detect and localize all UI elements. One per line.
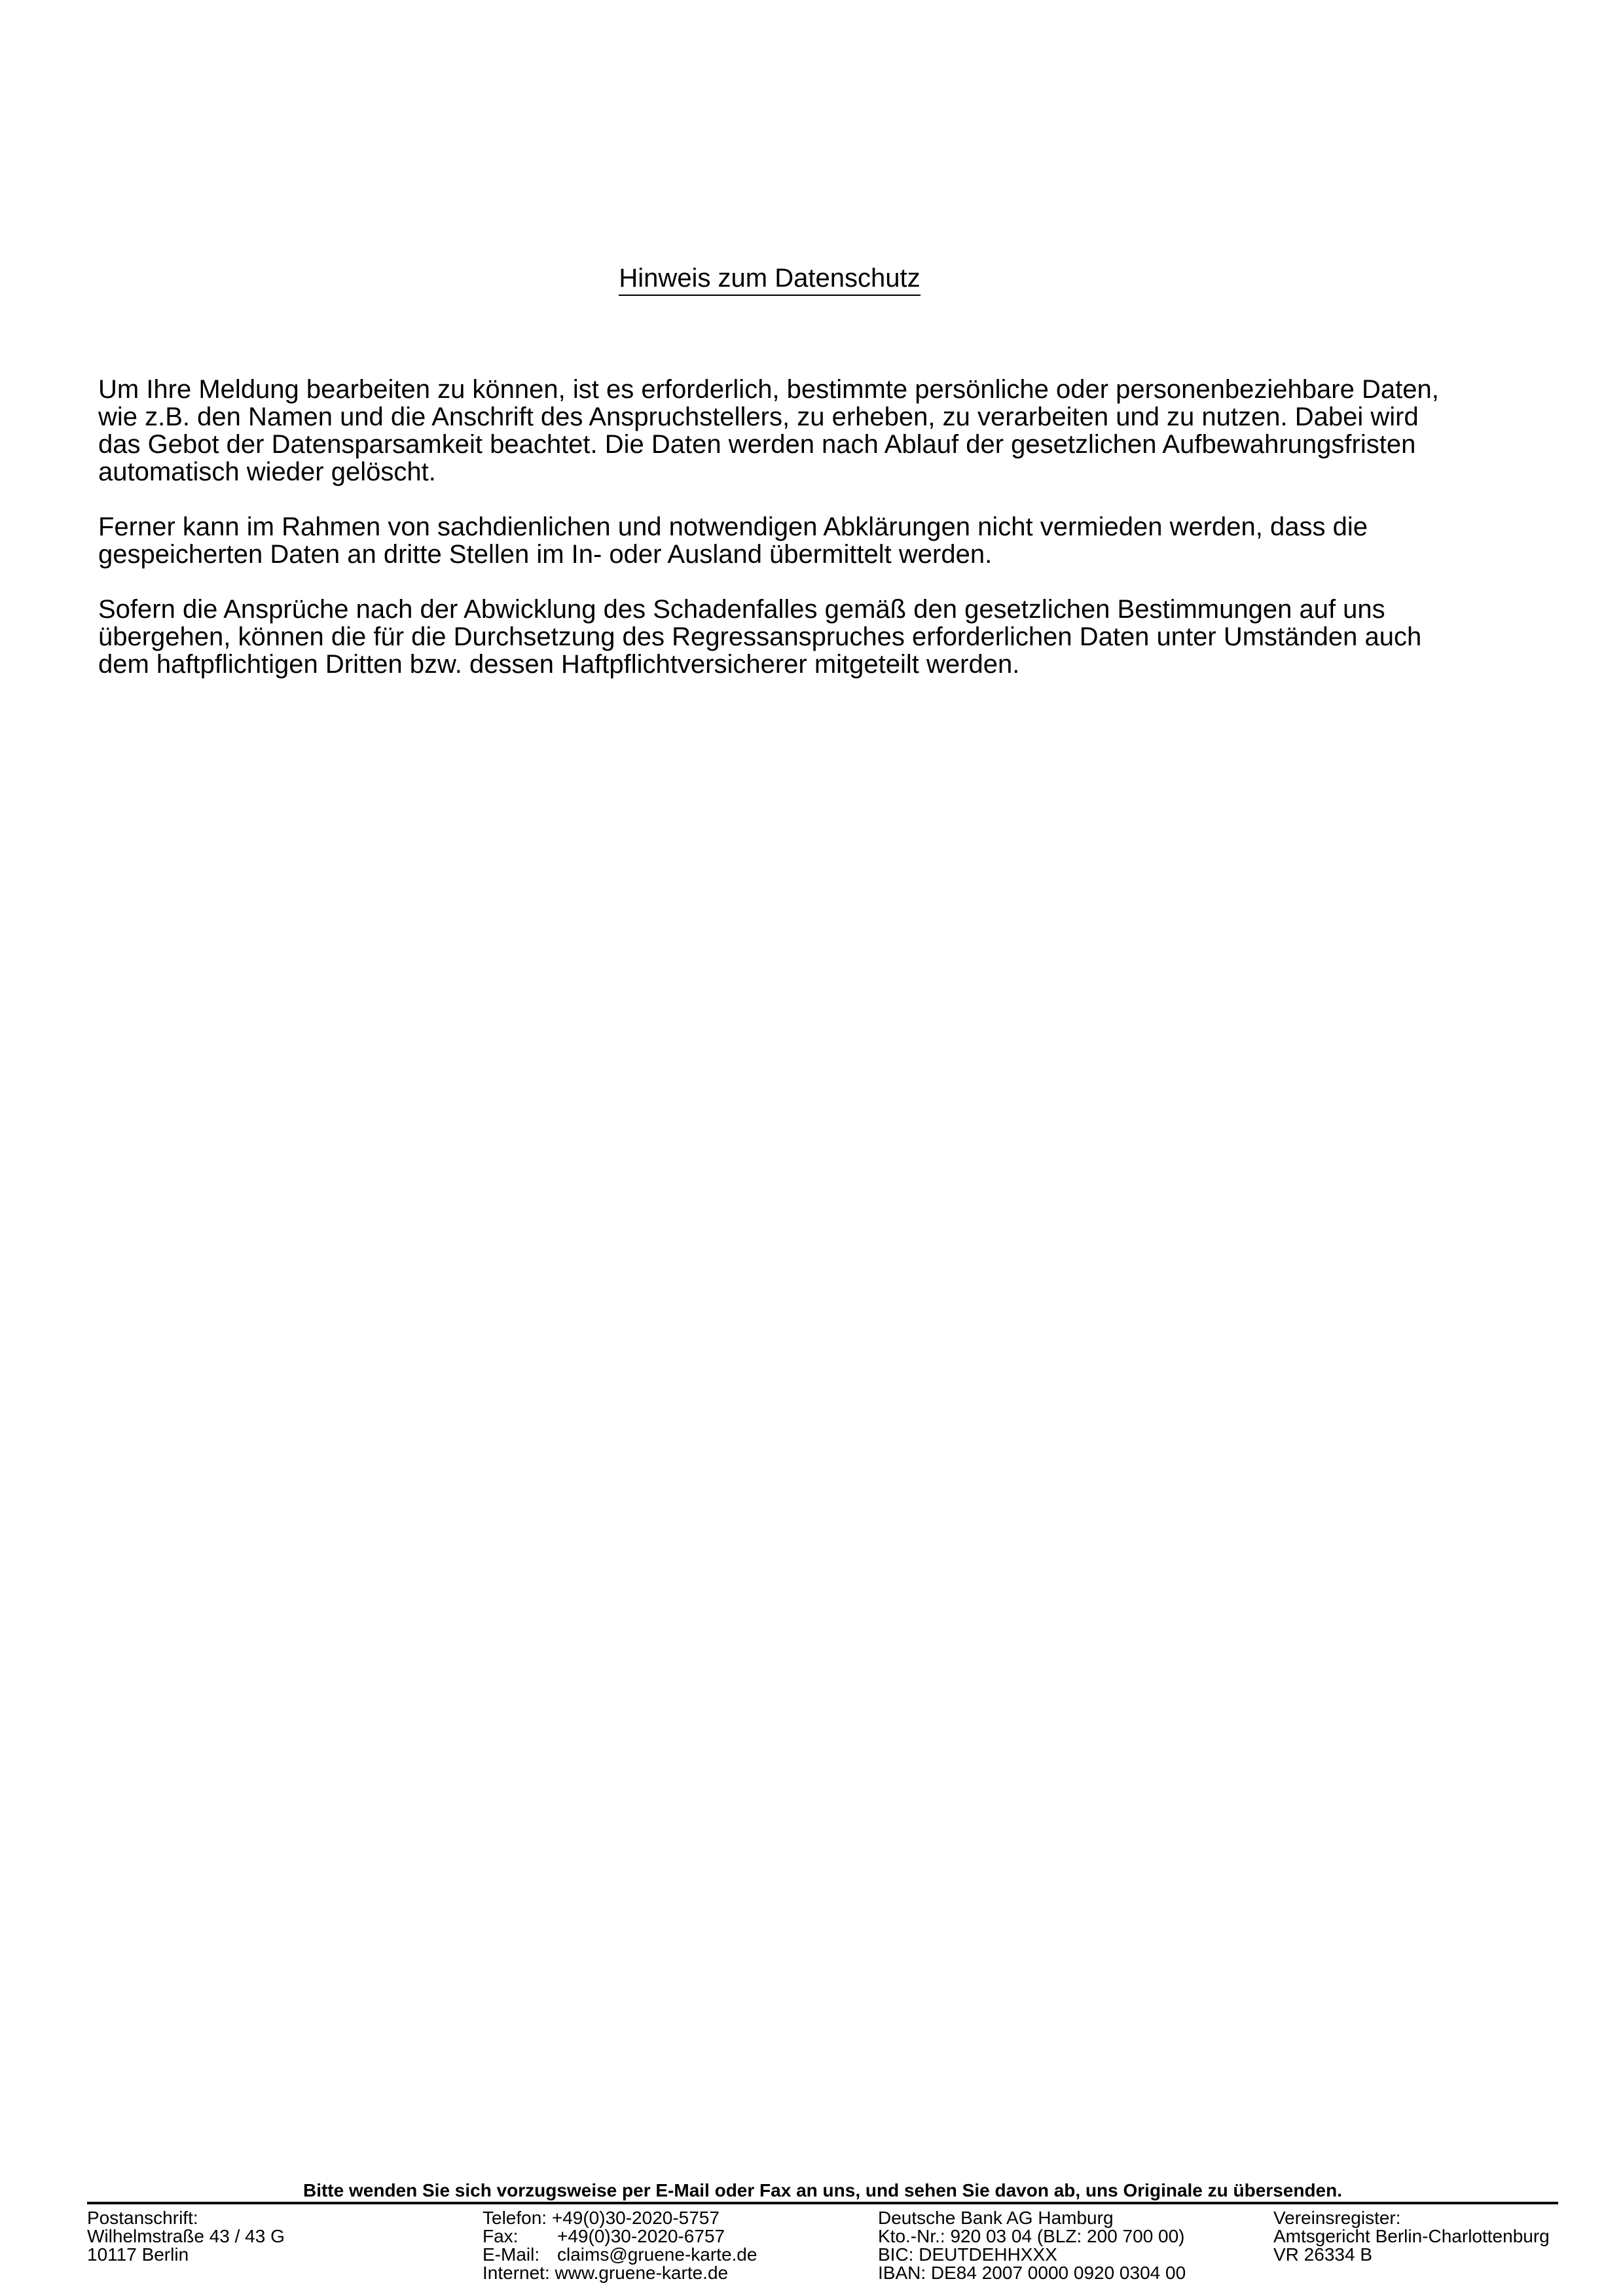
bank-name: Deutsche Bank AG Hamburg [878, 2208, 1114, 2228]
page-title-text: Hinweis zum Datenschutz [619, 264, 920, 296]
footer-bank [878, 2209, 1186, 2282]
address-street: Wilhelmstraße 43 / 43 G [87, 2226, 285, 2246]
footer-divider [87, 2202, 1558, 2204]
email-label: E-Mail: [483, 2244, 540, 2265]
page-title [0, 262, 1539, 295]
address-city: 10117 Berlin [87, 2244, 189, 2265]
register-number: VR 26334 B [1273, 2244, 1372, 2265]
bank-account: Kto.-Nr.: 920 03 04 (BLZ: 200 700 00) [878, 2226, 1185, 2246]
paragraph-data-collection: Um Ihre Meldung bearbeiten zu können, ist es erforderlich, bestimmte persönliche oder personenbeziehbare Daten, wie z.B. den Namen und die Anschrift des Anspruchstellers, zu erheben, zu verarbeiten und zu nutzen. Dabei wird das Gebot der Datensparsamkeit beachtet. Die Daten werden nach Ablauf der gesetzlichen Aufbewahrungsfristen automatisch wieder gelöscht. [98, 375, 1439, 486]
contact-email-row [483, 2246, 757, 2264]
paragraph-third-party-transfer: Ferner kann im Rahmen von sachdienlichen und notwendigen Abklärungen nicht vermieden werden, dass die gespeicherten Daten an dritte Stellen im In- oder Ausland übermittelt werden. [98, 512, 1368, 569]
footer-note: Bitte wenden Sie sich vorzugsweise per E-Mail oder Fax an uns, und sehen Sie davon ab, uns Originale zu übersenden. [302, 2180, 1343, 2200]
bank-iban: IBAN: DE84 2007 0000 0920 0304 00 [878, 2263, 1186, 2283]
register-label: Vereinsregister: [1273, 2208, 1401, 2228]
web-value: www.gruene-karte.de [555, 2263, 729, 2283]
fax-value: +49(0)30-2020-6757 [557, 2226, 725, 2246]
register-court: Amtsgericht Berlin-Charlottenburg [1273, 2226, 1550, 2246]
paragraph-recourse-claims: Sofern die Ansprüche nach der Abwicklung des Schadenfalles gemäß den gesetzlichen Bestimmungen auf uns übergehen, können die für die Durchsetzung des Regressanspruches erforderlichen Daten unter Umständen auch dem haftpflichtigen Dritten bzw. dessen Haftpflichtversicherer mitgeteilt werden. [98, 595, 1422, 679]
phone-value: +49(0)30-2020-5757 [551, 2208, 720, 2228]
footer-address [87, 2209, 285, 2264]
fax-label: Fax: [483, 2226, 519, 2246]
contact-phone-row [483, 2209, 757, 2227]
footer-contact [483, 2209, 757, 2282]
email-value: claims@gruene-karte.de [557, 2244, 757, 2265]
contact-web-row [483, 2264, 757, 2282]
phone-label: Telefon: [483, 2208, 547, 2228]
footer-register [1273, 2209, 1550, 2264]
bank-bic: BIC: DEUTDEHHXXX [878, 2244, 1057, 2265]
web-label: Internet: [483, 2263, 550, 2283]
privacy-notice-body [98, 376, 1512, 706]
address-label: Postanschrift: [87, 2208, 198, 2228]
contact-fax-row [483, 2227, 757, 2246]
